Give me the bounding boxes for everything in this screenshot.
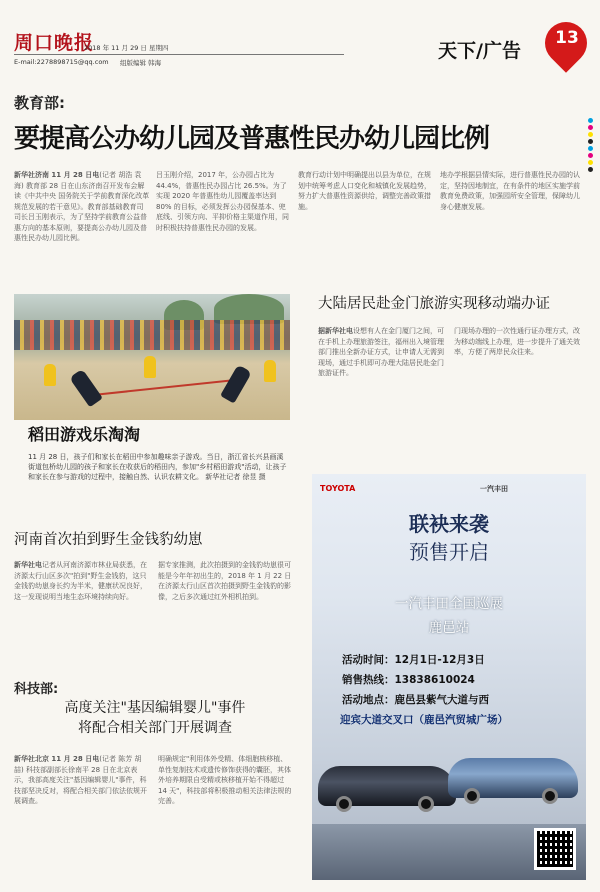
article-text: 明确规定"利用体外受精、体细胞核移植、单性复制技术或遗传修饰获得的囊胚，其体外培养期限自受精或核移植开始不得超过 14 天"，科技部将积极推动相关法律法规的完善。 xyxy=(158,755,292,805)
lead-headline: 要提高公办幼儿园及普惠性民办幼儿园比例 xyxy=(14,124,490,154)
article-text: 记者从河南济源市林业局获悉，在济源太行山区多次"拍到"野生金钱豹，这只金钱豹幼崽身长约为半米，健康状况良好，这一发现说明当地生态环境持续向好。 xyxy=(14,561,147,601)
ad-event-time: 活动时间：12月1日-12月3日 xyxy=(342,654,485,666)
dot-magenta-icon xyxy=(588,153,593,158)
ad-station: 鹿邑站 xyxy=(428,620,470,636)
headline-gene-editing xyxy=(14,698,296,738)
wheel-icon xyxy=(542,788,558,804)
article-column xyxy=(158,560,294,668)
article-column xyxy=(14,170,150,282)
dot-cyan-icon xyxy=(588,146,593,151)
child-figure xyxy=(264,360,276,382)
headline-line: 高度关注"基因编辑婴儿"事件 xyxy=(64,700,246,716)
article-text: 地办学根据县情实际，进行普惠性民办园的认定，坚持因地制宜，在有条件的地区实施学前教育免费政策，加强园所安全管理，保障幼儿身心健康发展。 xyxy=(440,171,580,211)
child-figure xyxy=(144,356,156,378)
toyota-logo: TOYOTA xyxy=(320,484,356,493)
ad-location: 活动地点：鹿邑县紫气大道与西 xyxy=(342,694,489,706)
toyota-advertisement xyxy=(312,474,586,880)
article-column xyxy=(298,170,434,282)
article-text: 吕玉刚介绍，2017 年，公办园占比为 44.4%，普惠性民办园占比 26.5%。为了实现 2020 年普惠性幼儿园覆盖率达到 80% 的目标，必须发挥公办园保基本、兜底线、引领方向、平抑价格主渠道作用，同时积极扶持普惠性民办园的发展。 xyxy=(156,171,289,232)
contact-email: E-mail:2278898715@qq.com xyxy=(14,58,109,66)
dot-cyan-icon xyxy=(588,118,593,123)
faw-toyota-logo: 一汽丰田 xyxy=(480,485,508,493)
article-column xyxy=(318,326,446,466)
editor-credit: 组版编辑 韩海 xyxy=(120,59,162,67)
article-byline: 新华社北京 11 月 28 日电 xyxy=(14,755,100,763)
car-image xyxy=(318,736,580,816)
masthead xyxy=(0,0,600,70)
adult-figure xyxy=(69,369,103,408)
dot-yellow-icon xyxy=(588,160,593,165)
wheel-icon xyxy=(464,788,480,804)
issue-date: 2018 年 11 月 29 日 星期四 xyxy=(84,44,169,52)
caption-text: 11 月 28 日，孩子们和家长在稻田中参加趣味亲子游戏。当日，浙江省长兴县画溪街道包桥幼儿园的孩子和家长在收获后的稻田内，参加"乡村稻田游戏"活动，让孩子和家长在参与游戏的过程中，接触自然、认识农耕文化。 xyxy=(28,453,287,481)
article-column xyxy=(158,754,294,880)
crowd-shape xyxy=(14,320,290,350)
ad-title: 联袂来袭 xyxy=(409,512,489,536)
photo-title: 稻田游戏乐淘淘 xyxy=(28,425,141,444)
headline-leopard: 河南首次拍到野生金钱豹幼崽 xyxy=(14,532,203,548)
masthead-rule xyxy=(14,54,344,55)
photo-caption xyxy=(28,452,290,482)
headline-line: 将配合相关部门开展调查 xyxy=(78,720,232,736)
newspaper-logo: 周口晚报 xyxy=(14,32,95,54)
article-column xyxy=(156,170,292,282)
article-text: (记者 陈芳 胡喆) 科技部副部长徐南平 28 日在北京表示，我部高度关注"基因编辑婴儿"事件，科技部坚决反对，将配合相关部门依法依规开展调查。 xyxy=(14,755,147,805)
headline-kinmen: 大陆居民赴金门旅游实现移动端办证 xyxy=(318,296,550,312)
ad-location-detail: 迎宾大道交叉口（鹿邑汽贸城广场） xyxy=(340,714,508,726)
article-column xyxy=(454,326,582,466)
article-text: (记者 胡浩 袁海) 教育部 28 日在山东济南召开发布会解读《中共中央 国务院关于学前教育深化改革规范发展的若干意见》。教育部基础教育司司长吕玉刚表示，为了坚持学前教育公益普惠方向的基本原则，要提高公办幼儿园及普惠性民办幼儿园比例。 xyxy=(14,171,150,242)
dot-yellow-icon xyxy=(588,132,593,137)
article-text: 设想有人在金门厦门之间，可在手机上办理旅游签注，福州出入境管理部门推出全新办证方式，让申请人无需到现场，通过手机即可办理大陆居民赴金门旅游证件。 xyxy=(318,327,444,377)
article-text: 据专家推测，此次拍摄到的金钱豹幼崽很可能是今年年初出生的，2018 年 1 月 22 日在济源太行山区首次拍摄到野生金钱豹的影像，之后多次通过红外相机拍到。 xyxy=(158,561,292,601)
ad-subtitle: 预售开启 xyxy=(409,540,489,564)
section-title: 天下/广告 xyxy=(438,40,521,62)
ad-hotline: 销售热线：13838610024 xyxy=(342,674,475,686)
registration-marks xyxy=(588,118,596,174)
adult-figure xyxy=(220,364,252,403)
article-text: 教育行动计划中明确提出以县为单位，在规划中统筹考虑人口变化和城镇化发展趋势，努力扩大普惠性资源供给，调整完善政策措施。 xyxy=(298,171,431,211)
article-kicker: 教育部: xyxy=(14,94,65,112)
article-column xyxy=(440,170,580,282)
article-byline: 据新华社电 xyxy=(318,327,353,335)
photo-credit: 新华社记者 徐昱 摄 xyxy=(205,473,266,481)
ad-tour-name: 一汽丰田全国巡展 xyxy=(395,596,503,612)
wheel-icon xyxy=(418,796,434,812)
wheel-icon xyxy=(336,796,352,812)
dot-black-icon xyxy=(588,139,593,144)
article-byline: 新华社电 xyxy=(14,561,42,569)
qr-code-icon xyxy=(534,828,576,870)
news-photo xyxy=(14,294,290,420)
article-column xyxy=(14,560,150,668)
dot-black-icon xyxy=(588,167,593,172)
page-number: 13 xyxy=(555,28,579,48)
article-column xyxy=(14,754,150,880)
article-byline: 新华社济南 11 月 28 日电 xyxy=(14,171,100,179)
article-kicker: 科技部: xyxy=(14,682,59,697)
dot-magenta-icon xyxy=(588,125,593,130)
article-text: 门现场办理的一次性通行证办理方式，改为移动端线上办理，进一步提升了通关效率，方便了两岸民众往来。 xyxy=(454,327,580,356)
child-figure xyxy=(44,364,56,386)
